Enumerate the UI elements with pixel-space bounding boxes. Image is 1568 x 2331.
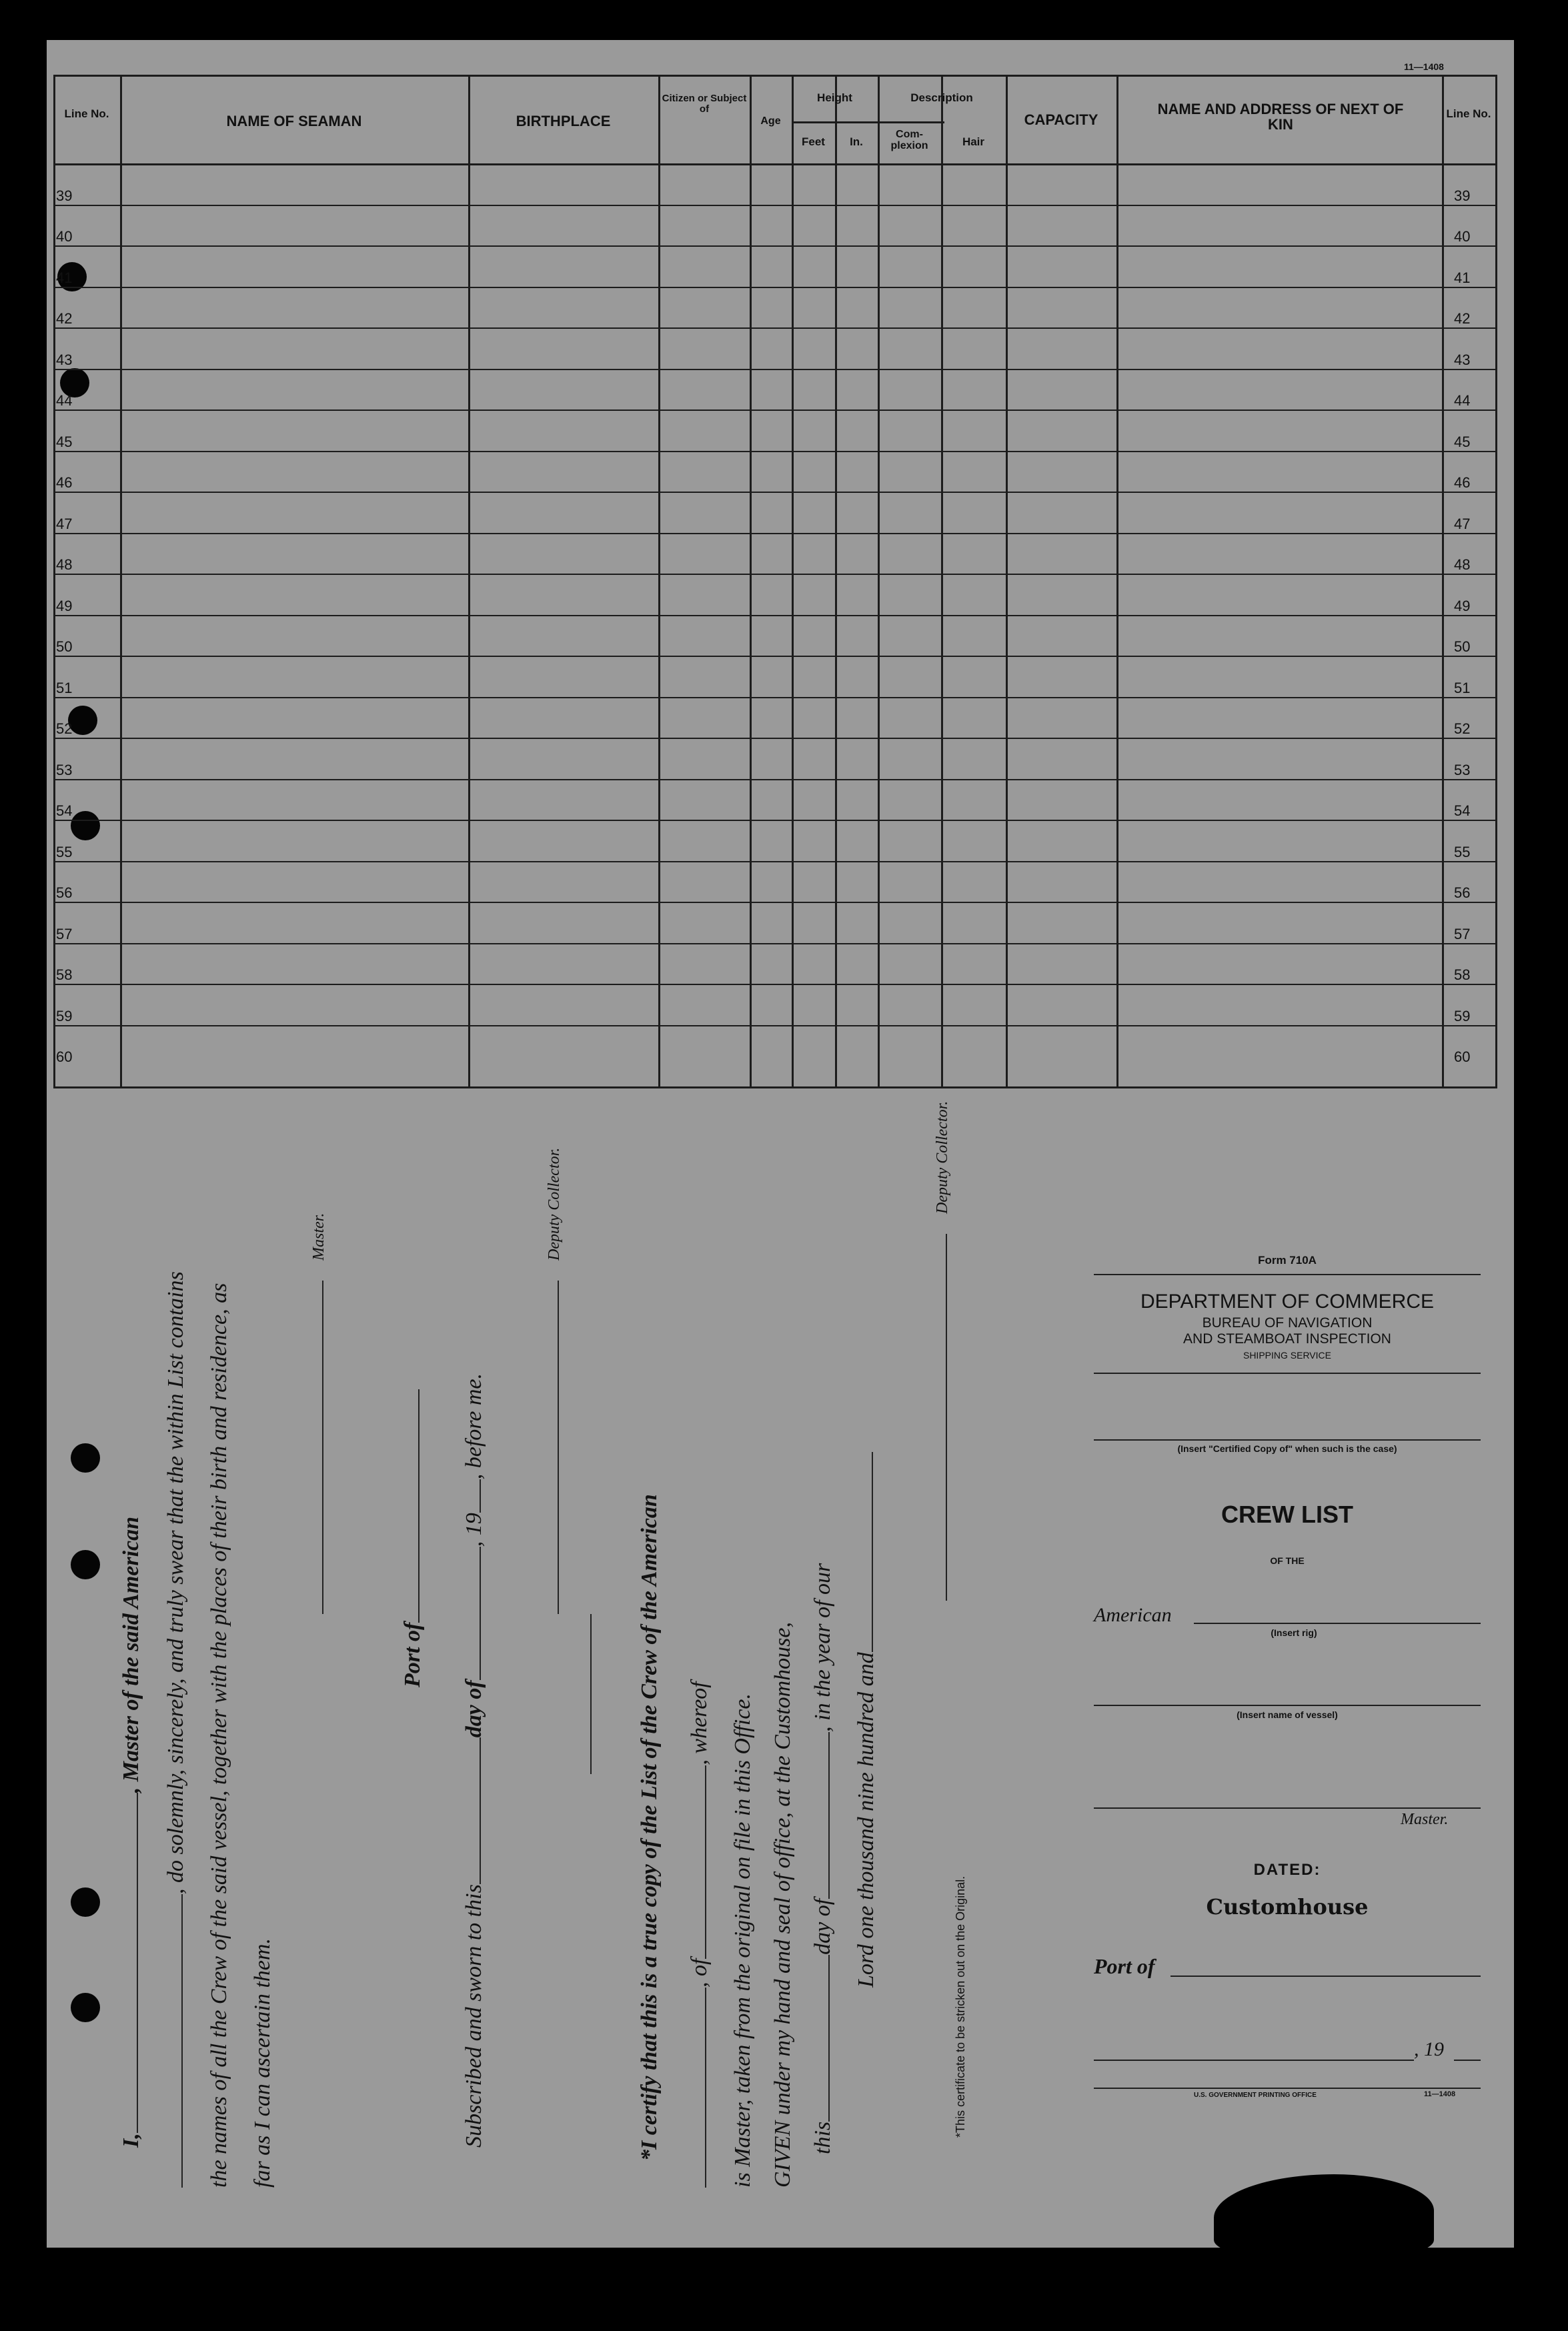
row-rule (53, 943, 1497, 944)
port-of-line: Port of (400, 1389, 426, 1687)
header-capacity: CAPACITY (1024, 111, 1098, 128)
port-of-label: Port of (1094, 1954, 1155, 1978)
oath-line-2: , do solemnly, sincerely, and truly swear that the within List contains (163, 1271, 189, 2188)
line-number-right: 46 (1454, 474, 1471, 491)
line-number-right: 40 (1454, 228, 1471, 245)
line-number-right: 53 (1454, 761, 1471, 778)
punch-hole (71, 1887, 100, 1917)
line-number-right: 58 (1454, 966, 1471, 983)
bureau-line-1: BUREAU OF NAVIGATION (1202, 1315, 1373, 1331)
row-rule (53, 738, 1497, 739)
line-number: 51 (56, 679, 73, 696)
insert-copy-note: (Insert "Certified Copy of" when such is the case) (1177, 1443, 1397, 1454)
row-rule (53, 902, 1497, 903)
line-number: 59 (56, 1007, 73, 1024)
line-number: 60 (56, 1048, 73, 1065)
line-number-right: 59 (1454, 1007, 1471, 1024)
crew-table (53, 75, 1497, 1088)
master-label: Master. (1401, 1811, 1449, 1828)
line-number-right: 57 (1454, 925, 1471, 942)
line-number: 43 (56, 351, 73, 368)
line-number: 52 (56, 720, 73, 737)
header-description: Description (910, 91, 973, 104)
header-next-of-kin: NAME AND ADDRESS OF NEXT OF KIN (1157, 101, 1404, 133)
line-number: 47 (56, 515, 73, 532)
cert-line-3: is Master, taken from the original on file in this Office. (730, 1693, 755, 2188)
line-number: 57 (56, 925, 73, 942)
line-number-right: 49 (1454, 597, 1471, 614)
line-number-right: 42 (1454, 310, 1471, 327)
master-signature: Master. (310, 1213, 328, 1614)
line-number-right: 54 (1454, 802, 1471, 819)
punch-hole (71, 1550, 100, 1579)
row-rule (53, 656, 1497, 657)
line-number: 56 (56, 884, 73, 901)
line-number-right: 60 (1454, 1048, 1471, 1065)
line-number-right: 48 (1454, 556, 1471, 573)
row-rule (53, 327, 1497, 329)
row-rule (53, 984, 1497, 985)
row-rule (53, 245, 1497, 247)
of-the-label: OF THE (1270, 1555, 1305, 1566)
line-number: 40 (56, 228, 73, 245)
deputy-collector-1: Deputy Collector. (546, 1148, 564, 1614)
line-number: 58 (56, 966, 73, 983)
row-rule (53, 1025, 1497, 1026)
row-rule (53, 697, 1497, 698)
oath-line-3: the names of all the Crew of the said vessel, together with the places of their birth and residence, as (207, 1283, 231, 2188)
row-rule (53, 205, 1497, 206)
cert-line-5: thisday of, in the year of our (810, 1563, 835, 2154)
punch-hole (71, 1443, 100, 1473)
year-label: , 19 (1414, 2038, 1444, 2060)
shipping-service: SHIPPING SERVICE (1243, 1350, 1331, 1361)
line-number: 49 (56, 597, 73, 614)
header-name-of-seaman: NAME OF SEAMAN (226, 113, 362, 129)
header-height: Height (817, 91, 852, 104)
line-number: 53 (56, 761, 73, 778)
cert-line-4: GIVEN under my hand and seal of office, at the Customhouse, (770, 1621, 795, 2188)
department-title: DEPARTMENT OF COMMERCE (1140, 1291, 1435, 1313)
row-rule (53, 574, 1497, 575)
insert-vessel-name-note: (Insert name of vessel) (1237, 1709, 1338, 1720)
line-number: 44 (56, 392, 73, 409)
punch-hole (71, 1993, 100, 2022)
dated-label: DATED: (1253, 1861, 1321, 1879)
cert-line-1: *I certify that this is a true copy of the List of the Crew of the American (637, 1494, 662, 2161)
header-line-no-right: Line No. (1446, 107, 1491, 120)
line-number-right: 55 (1454, 843, 1471, 860)
row-rule (53, 410, 1497, 411)
line-number: 42 (56, 310, 73, 327)
line-number: 45 (56, 433, 73, 450)
row-rule (53, 533, 1497, 534)
oath-line-4: far as I can ascertain them. (250, 1938, 275, 2188)
row-rule (53, 779, 1497, 780)
crew-list-title: CREW LIST (1221, 1501, 1353, 1528)
subscribed-line: Subscribed and sworn to thisday of, 19, before me. (462, 1373, 486, 2148)
header-birthplace: BIRTHPLACE (516, 113, 611, 129)
line-number-right: 50 (1454, 638, 1471, 655)
header-complexion: Com-plexion (890, 129, 928, 151)
line-number-right: 45 (1454, 433, 1471, 450)
cert-line-6: Lord one thousand nine hundred and (854, 1452, 879, 1988)
line-number-right: 56 (1454, 884, 1471, 901)
certificate-footnote: *This certificate to be stricken out on the Original. (954, 1875, 967, 2138)
insert-rig-note: (Insert rig) (1271, 1627, 1317, 1638)
line-number: 39 (56, 187, 73, 204)
header-line-no: Line No. (64, 107, 109, 120)
row-rule (53, 451, 1497, 452)
header-inches: In. (850, 135, 863, 148)
row-rule (53, 820, 1497, 821)
line-number-right: 44 (1454, 392, 1471, 409)
line-number-right: 52 (1454, 720, 1471, 737)
line-number: 55 (56, 843, 73, 860)
header-age: Age (760, 115, 781, 127)
page-code: 11—1408 (1404, 61, 1444, 72)
form-code: 11—1408 (1424, 2090, 1456, 2098)
line-number: 50 (56, 638, 73, 655)
oath-line-1: I,, Master of the said American (119, 1516, 143, 2148)
header-citizen: Citizen or Subject of (662, 93, 747, 115)
row-rule (53, 861, 1497, 862)
line-number-right: 41 (1454, 269, 1471, 286)
line-number-right: 39 (1454, 187, 1471, 204)
form-number: Form 710A (1258, 1254, 1317, 1267)
header-feet: Feet (802, 135, 825, 148)
customhouse-label: Customhouse (1206, 1894, 1369, 1919)
line-number: 54 (56, 802, 73, 819)
cert-line-2: , of, whereof (687, 1681, 712, 2188)
line-number: 41 (56, 269, 73, 286)
row-rule (53, 369, 1497, 370)
line-number-right: 51 (1454, 679, 1471, 696)
row-rule (53, 615, 1497, 616)
deputy-collector-2: Deputy Collector. (934, 1101, 952, 1601)
row-rule (53, 287, 1497, 288)
row-rule (53, 492, 1497, 493)
line-number: 48 (56, 556, 73, 573)
american-label: American (1094, 1604, 1172, 1626)
line-number-right: 43 (1454, 351, 1471, 368)
line-number-right: 47 (1454, 515, 1471, 532)
bureau-line-2: AND STEAMBOAT INSPECTION (1183, 1331, 1391, 1347)
line-number: 46 (56, 474, 73, 491)
printer-imprint: U.S. GOVERNMENT PRINTING OFFICE (1194, 2092, 1317, 2099)
scan-border (0, 0, 1568, 40)
header-hair: Hair (962, 135, 985, 148)
